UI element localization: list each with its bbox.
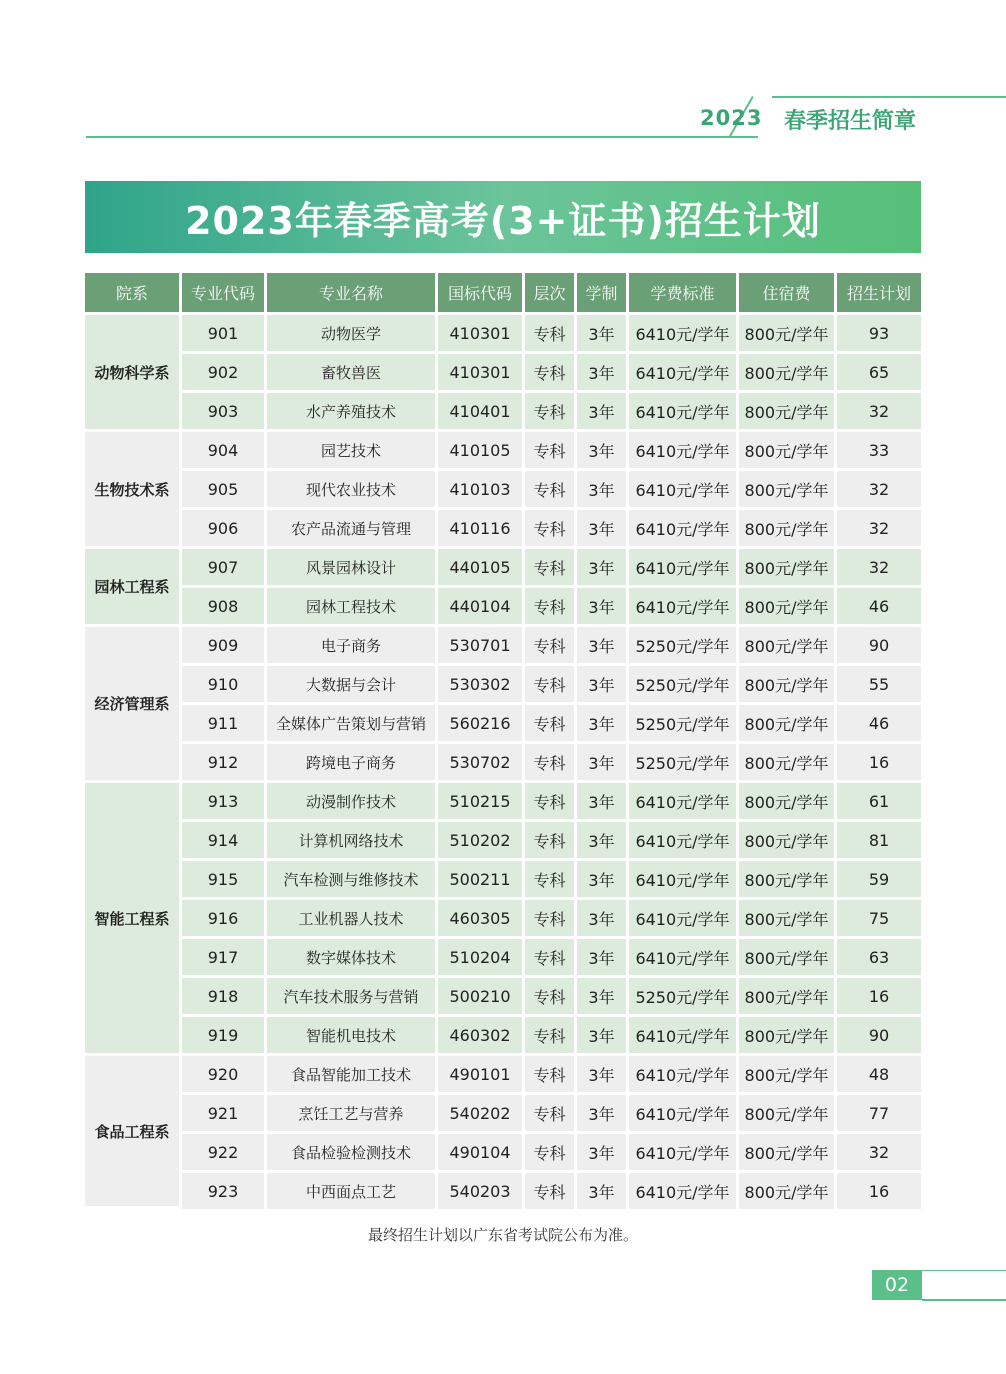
cell-major-name: 智能机电技术 bbox=[267, 1017, 438, 1056]
cell-major-code: 904 bbox=[182, 432, 267, 471]
cell-major-code: 902 bbox=[182, 354, 267, 393]
cell-major-name: 工业机器人技术 bbox=[267, 900, 438, 939]
cell-major-code: 911 bbox=[182, 705, 267, 744]
table-row bbox=[85, 1173, 921, 1209]
cell-level: 专科 bbox=[525, 354, 577, 393]
cell-quota: 81 bbox=[837, 822, 921, 861]
cell-accommodation: 800元/学年 bbox=[739, 822, 837, 861]
cell-quota: 77 bbox=[837, 1095, 921, 1134]
cell-duration: 3年 bbox=[577, 432, 629, 471]
cell-quota: 65 bbox=[837, 354, 921, 393]
cell-major-name: 汽车检测与维修技术 bbox=[267, 861, 438, 900]
cell-duration: 3年 bbox=[577, 666, 629, 705]
cell-level: 专科 bbox=[525, 744, 577, 783]
cell-tuition: 6410元/学年 bbox=[629, 471, 739, 510]
cell-level: 专科 bbox=[525, 822, 577, 861]
col-header-major-name: 专业名称 bbox=[267, 273, 438, 315]
cell-level: 专科 bbox=[525, 471, 577, 510]
cell-major-code: 907 bbox=[182, 549, 267, 588]
cell-level: 专科 bbox=[525, 861, 577, 900]
cell-tuition: 6410元/学年 bbox=[629, 588, 739, 627]
header-rule bbox=[86, 136, 758, 138]
cell-duration: 3年 bbox=[577, 861, 629, 900]
cell-tuition: 6410元/学年 bbox=[629, 1056, 739, 1095]
cell-accommodation: 800元/学年 bbox=[739, 705, 837, 744]
cell-quota: 16 bbox=[837, 1173, 921, 1209]
cell-level: 专科 bbox=[525, 432, 577, 471]
cell-duration: 3年 bbox=[577, 978, 629, 1017]
title-banner bbox=[85, 181, 921, 253]
cell-duration: 3年 bbox=[577, 471, 629, 510]
cell-major-name: 全媒体广告策划与营销 bbox=[267, 705, 438, 744]
cell-national-code: 530701 bbox=[438, 627, 525, 666]
cell-level: 专科 bbox=[525, 783, 577, 822]
cell-national-code: 530702 bbox=[438, 744, 525, 783]
table-row bbox=[85, 471, 921, 510]
cell-accommodation: 800元/学年 bbox=[739, 549, 837, 588]
cell-major-name: 现代农业技术 bbox=[267, 471, 438, 510]
table-row bbox=[85, 393, 921, 432]
cell-accommodation: 800元/学年 bbox=[739, 627, 837, 666]
cell-national-code: 410401 bbox=[438, 393, 525, 432]
table-row bbox=[85, 783, 921, 822]
cell-major-code: 918 bbox=[182, 978, 267, 1017]
cell-national-code: 540203 bbox=[438, 1173, 525, 1209]
cell-department: 智能工程系 bbox=[85, 783, 182, 1056]
cell-accommodation: 800元/学年 bbox=[739, 1017, 837, 1056]
col-header-accommodation: 住宿费 bbox=[739, 273, 837, 315]
table-row bbox=[85, 1134, 921, 1173]
table-row bbox=[85, 1017, 921, 1056]
cell-accommodation: 800元/学年 bbox=[739, 861, 837, 900]
cell-quota: 46 bbox=[837, 588, 921, 627]
cell-quota: 33 bbox=[837, 432, 921, 471]
cell-duration: 3年 bbox=[577, 549, 629, 588]
cell-level: 专科 bbox=[525, 1095, 577, 1134]
cell-major-name: 汽车技术服务与营销 bbox=[267, 978, 438, 1017]
cell-quota: 16 bbox=[837, 978, 921, 1017]
banner-title: 2023年春季高考(3+证书)招生计划 bbox=[185, 198, 821, 243]
cell-duration: 3年 bbox=[577, 1056, 629, 1095]
cell-quota: 32 bbox=[837, 510, 921, 549]
cell-duration: 3年 bbox=[577, 705, 629, 744]
cell-tuition: 6410元/学年 bbox=[629, 510, 739, 549]
cell-major-code: 915 bbox=[182, 861, 267, 900]
cell-quota: 32 bbox=[837, 549, 921, 588]
cell-level: 专科 bbox=[525, 315, 577, 354]
cell-duration: 3年 bbox=[577, 588, 629, 627]
cell-national-code: 500210 bbox=[438, 978, 525, 1017]
cell-major-name: 水产养殖技术 bbox=[267, 393, 438, 432]
cell-level: 专科 bbox=[525, 978, 577, 1017]
cell-level: 专科 bbox=[525, 1056, 577, 1095]
col-header-department: 院系 bbox=[85, 273, 182, 315]
table-header-row bbox=[85, 273, 921, 315]
cell-tuition: 6410元/学年 bbox=[629, 354, 739, 393]
cell-quota: 93 bbox=[837, 315, 921, 354]
cell-national-code: 410116 bbox=[438, 510, 525, 549]
cell-major-name: 园艺技术 bbox=[267, 432, 438, 471]
cell-major-name: 烹饪工艺与营养 bbox=[267, 1095, 438, 1134]
cell-major-name: 大数据与会计 bbox=[267, 666, 438, 705]
cell-accommodation: 800元/学年 bbox=[739, 1134, 837, 1173]
cell-national-code: 410105 bbox=[438, 432, 525, 471]
cell-accommodation: 800元/学年 bbox=[739, 471, 837, 510]
cell-accommodation: 800元/学年 bbox=[739, 1056, 837, 1095]
cell-major-code: 908 bbox=[182, 588, 267, 627]
table-row bbox=[85, 354, 921, 393]
cell-national-code: 530302 bbox=[438, 666, 525, 705]
cell-major-code: 921 bbox=[182, 1095, 267, 1134]
header-title: 春季招生简章 bbox=[784, 109, 917, 134]
cell-national-code: 490104 bbox=[438, 1134, 525, 1173]
cell-national-code: 460305 bbox=[438, 900, 525, 939]
header-year: 2023 bbox=[700, 106, 763, 130]
cell-accommodation: 800元/学年 bbox=[739, 354, 837, 393]
cell-duration: 3年 bbox=[577, 822, 629, 861]
cell-tuition: 6410元/学年 bbox=[629, 1017, 739, 1056]
cell-tuition: 6410元/学年 bbox=[629, 315, 739, 354]
page-number: 02 bbox=[872, 1270, 922, 1300]
cell-accommodation: 800元/学年 bbox=[739, 315, 837, 354]
cell-accommodation: 800元/学年 bbox=[739, 510, 837, 549]
cell-major-name: 跨境电子商务 bbox=[267, 744, 438, 783]
cell-accommodation: 800元/学年 bbox=[739, 744, 837, 783]
cell-level: 专科 bbox=[525, 549, 577, 588]
cell-national-code: 440104 bbox=[438, 588, 525, 627]
cell-tuition: 5250元/学年 bbox=[629, 744, 739, 783]
table-row bbox=[85, 432, 921, 471]
cell-major-name: 农产品流通与管理 bbox=[267, 510, 438, 549]
cell-major-code: 923 bbox=[182, 1173, 267, 1209]
cell-quota: 61 bbox=[837, 783, 921, 822]
cell-department: 经济管理系 bbox=[85, 627, 182, 783]
page-rule bbox=[922, 1299, 1006, 1301]
cell-major-code: 910 bbox=[182, 666, 267, 705]
cell-quota: 55 bbox=[837, 666, 921, 705]
cell-level: 专科 bbox=[525, 900, 577, 939]
cell-national-code: 460302 bbox=[438, 1017, 525, 1056]
cell-national-code: 510204 bbox=[438, 939, 525, 978]
cell-department: 食品工程系 bbox=[85, 1056, 182, 1209]
cell-major-name: 中西面点工艺 bbox=[267, 1173, 438, 1209]
cell-level: 专科 bbox=[525, 705, 577, 744]
cell-level: 专科 bbox=[525, 510, 577, 549]
cell-quota: 32 bbox=[837, 1134, 921, 1173]
enrollment-table bbox=[85, 273, 921, 1209]
cell-level: 专科 bbox=[525, 1017, 577, 1056]
cell-level: 专科 bbox=[525, 627, 577, 666]
cell-major-name: 计算机网络技术 bbox=[267, 822, 438, 861]
table-row bbox=[85, 1095, 921, 1134]
cell-major-name: 园林工程技术 bbox=[267, 588, 438, 627]
col-header-quota: 招生计划 bbox=[837, 273, 921, 315]
cell-national-code: 510215 bbox=[438, 783, 525, 822]
cell-major-code: 913 bbox=[182, 783, 267, 822]
cell-tuition: 6410元/学年 bbox=[629, 1173, 739, 1209]
table-row bbox=[85, 861, 921, 900]
cell-level: 专科 bbox=[525, 1173, 577, 1209]
footnote: 最终招生计划以广东省考试院公布为准。 bbox=[367, 1226, 638, 1244]
cell-quota: 46 bbox=[837, 705, 921, 744]
cell-quota: 32 bbox=[837, 393, 921, 432]
cell-quota: 32 bbox=[837, 471, 921, 510]
table-row bbox=[85, 588, 921, 627]
cell-major-name: 动物医学 bbox=[267, 315, 438, 354]
cell-tuition: 6410元/学年 bbox=[629, 822, 739, 861]
cell-accommodation: 800元/学年 bbox=[739, 783, 837, 822]
table-row bbox=[85, 666, 921, 705]
cell-duration: 3年 bbox=[577, 1173, 629, 1209]
cell-major-name: 数字媒体技术 bbox=[267, 939, 438, 978]
cell-accommodation: 800元/学年 bbox=[739, 1095, 837, 1134]
cell-quota: 16 bbox=[837, 744, 921, 783]
cell-major-name: 畜牧兽医 bbox=[267, 354, 438, 393]
cell-major-code: 909 bbox=[182, 627, 267, 666]
cell-major-name: 风景园林设计 bbox=[267, 549, 438, 588]
cell-accommodation: 800元/学年 bbox=[739, 1173, 837, 1209]
cell-duration: 3年 bbox=[577, 783, 629, 822]
cell-duration: 3年 bbox=[577, 510, 629, 549]
cell-tuition: 6410元/学年 bbox=[629, 783, 739, 822]
cell-major-code: 920 bbox=[182, 1056, 267, 1095]
cell-national-code: 490101 bbox=[438, 1056, 525, 1095]
cell-department: 生物技术系 bbox=[85, 432, 182, 549]
cell-national-code: 560216 bbox=[438, 705, 525, 744]
cell-tuition: 6410元/学年 bbox=[629, 861, 739, 900]
table-row bbox=[85, 822, 921, 861]
cell-national-code: 510202 bbox=[438, 822, 525, 861]
cell-national-code: 440105 bbox=[438, 549, 525, 588]
cell-major-code: 903 bbox=[182, 393, 267, 432]
cell-national-code: 540202 bbox=[438, 1095, 525, 1134]
table-row bbox=[85, 549, 921, 588]
cell-tuition: 5250元/学年 bbox=[629, 705, 739, 744]
cell-national-code: 410301 bbox=[438, 315, 525, 354]
cell-tuition: 5250元/学年 bbox=[629, 666, 739, 705]
cell-national-code: 500211 bbox=[438, 861, 525, 900]
cell-quota: 48 bbox=[837, 1056, 921, 1095]
cell-duration: 3年 bbox=[577, 1134, 629, 1173]
col-header-major-code: 专业代码 bbox=[182, 273, 267, 315]
cell-level: 专科 bbox=[525, 393, 577, 432]
col-header-tuition: 学费标准 bbox=[629, 273, 739, 315]
cell-major-code: 922 bbox=[182, 1134, 267, 1173]
cell-major-name: 电子商务 bbox=[267, 627, 438, 666]
cell-tuition: 6410元/学年 bbox=[629, 549, 739, 588]
table-row bbox=[85, 705, 921, 744]
cell-quota: 59 bbox=[837, 861, 921, 900]
cell-level: 专科 bbox=[525, 1134, 577, 1173]
table-row bbox=[85, 315, 921, 354]
col-header-duration: 学制 bbox=[577, 273, 629, 315]
cell-major-code: 916 bbox=[182, 900, 267, 939]
cell-accommodation: 800元/学年 bbox=[739, 939, 837, 978]
cell-national-code: 410103 bbox=[438, 471, 525, 510]
cell-duration: 3年 bbox=[577, 1095, 629, 1134]
header-rule-right bbox=[772, 96, 1006, 98]
cell-quota: 90 bbox=[837, 1017, 921, 1056]
col-header-level: 层次 bbox=[525, 273, 577, 315]
cell-level: 专科 bbox=[525, 588, 577, 627]
cell-tuition: 6410元/学年 bbox=[629, 1095, 739, 1134]
cell-department: 动物科学系 bbox=[85, 315, 182, 432]
cell-level: 专科 bbox=[525, 666, 577, 705]
page-rule-top bbox=[922, 1270, 1006, 1271]
cell-tuition: 6410元/学年 bbox=[629, 939, 739, 978]
table-row bbox=[85, 627, 921, 666]
cell-tuition: 5250元/学年 bbox=[629, 627, 739, 666]
cell-major-name: 食品检验检测技术 bbox=[267, 1134, 438, 1173]
cell-duration: 3年 bbox=[577, 315, 629, 354]
cell-tuition: 6410元/学年 bbox=[629, 1134, 739, 1173]
cell-quota: 90 bbox=[837, 627, 921, 666]
cell-national-code: 410301 bbox=[438, 354, 525, 393]
cell-major-code: 917 bbox=[182, 939, 267, 978]
col-header-national-code: 国标代码 bbox=[438, 273, 525, 315]
cell-accommodation: 800元/学年 bbox=[739, 588, 837, 627]
cell-duration: 3年 bbox=[577, 627, 629, 666]
cell-accommodation: 800元/学年 bbox=[739, 432, 837, 471]
cell-major-code: 912 bbox=[182, 744, 267, 783]
cell-accommodation: 800元/学年 bbox=[739, 978, 837, 1017]
cell-major-code: 906 bbox=[182, 510, 267, 549]
table-row bbox=[85, 939, 921, 978]
cell-duration: 3年 bbox=[577, 1017, 629, 1056]
table-row bbox=[85, 900, 921, 939]
cell-major-code: 905 bbox=[182, 471, 267, 510]
cell-duration: 3年 bbox=[577, 354, 629, 393]
cell-tuition: 6410元/学年 bbox=[629, 900, 739, 939]
cell-tuition: 5250元/学年 bbox=[629, 978, 739, 1017]
cell-major-code: 914 bbox=[182, 822, 267, 861]
cell-quota: 75 bbox=[837, 900, 921, 939]
cell-accommodation: 800元/学年 bbox=[739, 393, 837, 432]
cell-department: 园林工程系 bbox=[85, 549, 182, 627]
table-row bbox=[85, 1056, 921, 1095]
cell-tuition: 6410元/学年 bbox=[629, 432, 739, 471]
cell-accommodation: 800元/学年 bbox=[739, 666, 837, 705]
cell-duration: 3年 bbox=[577, 393, 629, 432]
table-row bbox=[85, 744, 921, 783]
cell-major-name: 食品智能加工技术 bbox=[267, 1056, 438, 1095]
cell-duration: 3年 bbox=[577, 744, 629, 783]
table-row bbox=[85, 978, 921, 1017]
cell-tuition: 6410元/学年 bbox=[629, 393, 739, 432]
cell-quota: 63 bbox=[837, 939, 921, 978]
cell-duration: 3年 bbox=[577, 900, 629, 939]
table-row bbox=[85, 510, 921, 549]
cell-major-code: 919 bbox=[182, 1017, 267, 1056]
cell-major-code: 901 bbox=[182, 315, 267, 354]
cell-accommodation: 800元/学年 bbox=[739, 900, 837, 939]
cell-major-name: 动漫制作技术 bbox=[267, 783, 438, 822]
cell-level: 专科 bbox=[525, 939, 577, 978]
cell-duration: 3年 bbox=[577, 939, 629, 978]
